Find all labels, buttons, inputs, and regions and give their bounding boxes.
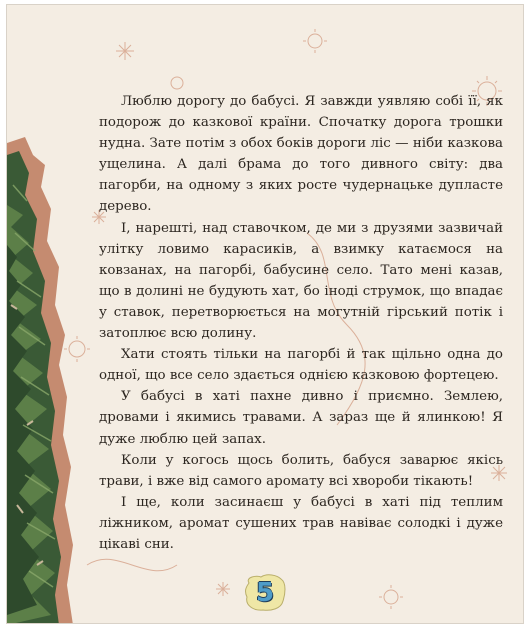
paragraph: І ще, коли засинаєш у бабусі в хаті під теплим ліжником, аромат сушених трав навіває солодкі і дуже цікаві сни.: [99, 494, 503, 552]
sun-doodle-icon: [303, 29, 327, 53]
sun-doodle-icon: [64, 336, 90, 362]
book-page: [6, 4, 524, 624]
paragraph: І, нарешті, над ставочком, де ми з друзями зазвичай улітку ловимо карасиків, а взимку катаємося на ковзанах, на пагорбі, бабусине село. Тато мені казав, що в долині не будують хат, бо іноді струмок, що впадає у ставок, перетворюється на могутній гірський потік і затоплює всю долину.: [99, 220, 503, 342]
paragraph: Люблю дорогу до бабусі. Я завжди уявляю собі її, як подорож до казкової країни. Спочатку дорога трошки нудна. Зате потім з обох боків дороги ліс — ніби казкова ущелина. А далі брама до того дивного світу: два пагорби, на одному з яких росте чудернацьке дупласте дерево.: [99, 94, 503, 215]
page-number: 5: [255, 578, 275, 608]
squiggle-doodle: [87, 559, 177, 571]
paragraph: Хати стоять тільки на пагорбі й так щільно одна до одної, що все село здається однією казковою фортецею.: [99, 347, 503, 384]
sun-doodle-icon: [171, 77, 183, 89]
paragraph: Коли у когось щось болить, бабуся заварює якісь трави, і вже від самого аромату всі хвороби тікають!: [99, 452, 503, 489]
snowflake-icon: [116, 42, 134, 60]
sun-doodle-icon: [379, 585, 403, 609]
paragraph: У бабусі в хаті пахне дивно і приємно. Землею, дровами і якимись травами. А зараз ще й ялинкою! Я дуже люблю цей запах.: [99, 389, 503, 447]
page-number-badge: [243, 573, 287, 613]
snowflake-icon: [216, 582, 230, 596]
story-text: [99, 91, 503, 555]
